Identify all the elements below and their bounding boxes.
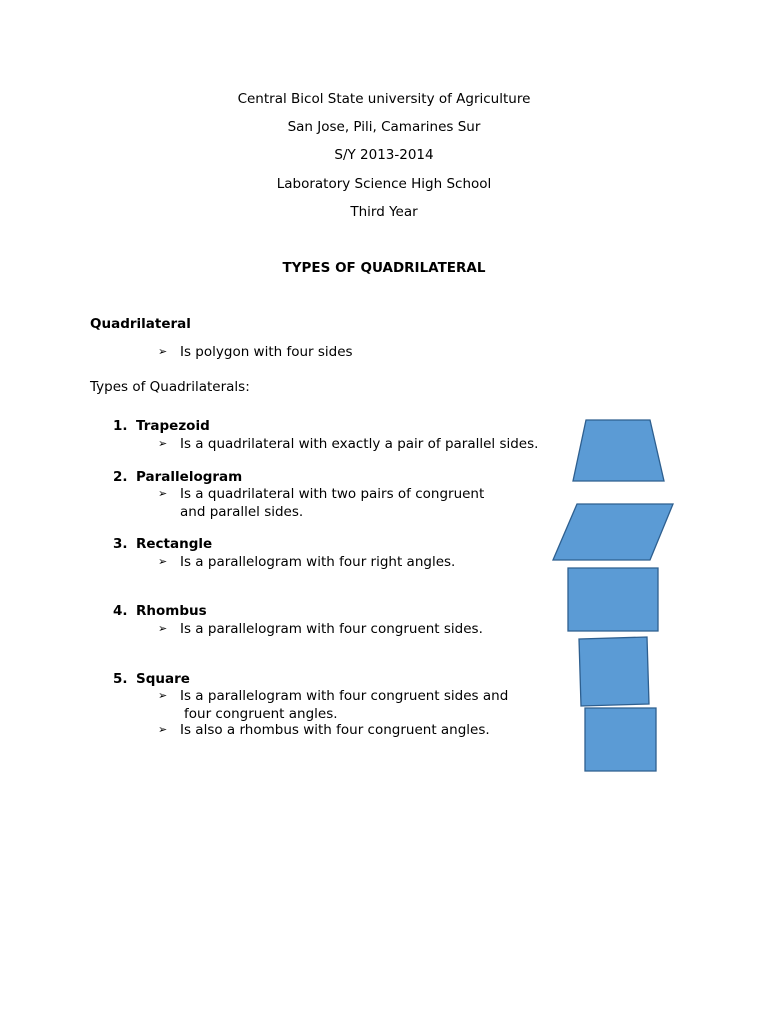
type-description: Is a parallelogram with four congruent sides. [180,621,483,637]
arrowhead-bullet-icon: ➢ [158,437,168,450]
types-heading: Types of Quadrilaterals: [90,379,250,395]
header-year-level: Third Year [350,204,418,220]
arrowhead-bullet-icon: ➢ [158,555,168,568]
arrowhead-bullet-icon: ➢ [158,689,168,702]
type-name-rhombus: Rhombus [136,603,207,619]
trapezoid-shape-icon [573,420,664,481]
type-description: Is also a rhombus with four congruent angles. [180,722,490,738]
definition-term: Quadrilateral [90,316,191,332]
header-institution: Central Bicol State university of Agriculture [237,91,531,107]
type-number: 4. [113,603,128,619]
type-number: 3. [113,536,128,552]
square-shape-icon [585,708,656,771]
type-description: Is a quadrilateral with two pairs of congruent [180,486,485,502]
header-school: Laboratory Science High School [276,176,492,192]
type-name-square: Square [136,671,190,687]
type-description-continued: four congruent angles. [184,706,338,722]
type-description: Is a parallelogram with four congruent sides and [180,688,509,704]
rectangle-shape-icon [568,568,658,631]
type-name-trapezoid: Trapezoid [136,418,210,434]
type-description: Is a parallelogram with four right angles. [180,554,456,570]
header-school-year: S/Y 2013-2014 [334,147,434,163]
arrowhead-bullet-icon: ➢ [158,723,168,736]
arrowhead-bullet-icon: ➢ [158,622,168,635]
type-number: 5. [113,671,128,687]
type-number: 1. [113,418,128,434]
type-description: Is a quadrilateral with exactly a pair of parallel sides. [180,436,539,452]
type-description-continued: and parallel sides. [180,504,304,520]
arrowhead-bullet-icon: ➢ [158,487,168,500]
definition-text: Is polygon with four sides [180,344,353,360]
header-address: San Jose, Pili, Camarines Sur [287,119,481,135]
arrowhead-bullet-icon: ➢ [158,345,168,358]
parallelogram-shape-icon [553,504,673,560]
page-title: TYPES OF QUADRILATERAL [282,260,486,276]
type-number: 2. [113,469,128,485]
type-name-parallelogram: Parallelogram [136,469,243,485]
type-name-rectangle: Rectangle [136,536,213,552]
rhombus-shape-icon [579,637,649,706]
